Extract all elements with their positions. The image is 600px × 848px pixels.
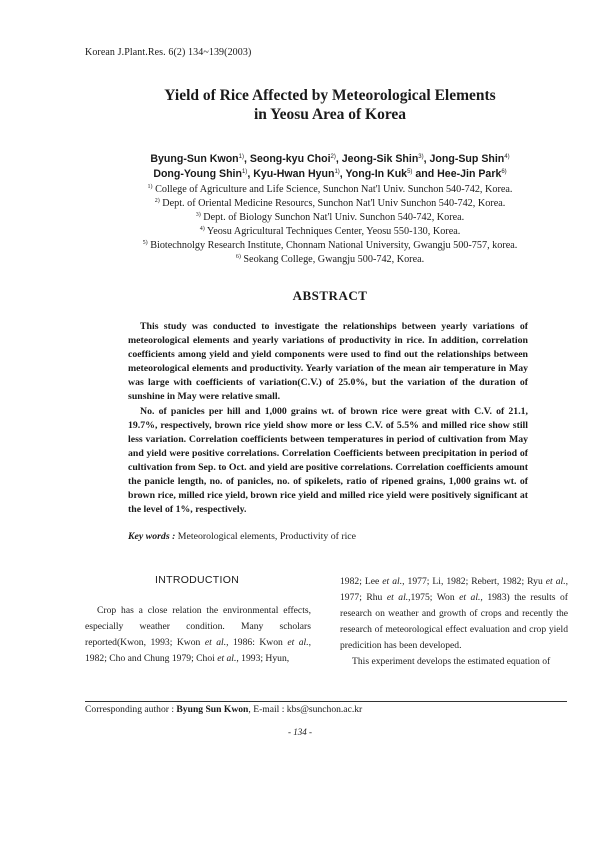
author-affiliation-mark: 3) — [418, 154, 424, 160]
introduction-heading: INTRODUCTION — [155, 574, 240, 586]
author-separator: , — [247, 168, 254, 180]
affiliation-mark: 1) — [147, 184, 153, 190]
author-separator: , — [339, 168, 346, 180]
affiliation-text: Biotechnolgy Research Institute, Chonnam National University, Gwangju 500-757, korea. — [147, 240, 518, 251]
body-text-run: 1982; Lee — [340, 576, 383, 587]
affiliation-text: Yeosu Agricultural Techniques Center, Yeosu 550-130, Korea. — [204, 226, 461, 237]
body-text-run: , 1982; Cho and Chung 1979; Choi — [85, 637, 312, 664]
author-name: Jeong-Sik Shin — [341, 153, 419, 165]
introduction-left-column — [85, 603, 311, 667]
keywords-label: Key words : — [128, 531, 176, 542]
abstract-paragraph-2: No. of panicles per hill and 1,000 grains wt. of brown rice were great with C.V. of 21.1, 19.7%, respectively, brown rice yield show more or less C.V. of 5.5% and milled rice show still less variation. Correlation coefficients between temperatures in period of cultivation from May and yield were positive correlations. Correlation Coefficients between precipitation in period of cultivation from Sep. to Oct. and yield are positive correlations. Correlation coefficients amount the panicle length, no. of panicles, no. of spikelets, ratio of ripened grains, 1,000 grains wt. of brown rice, milled rice yield, brown rice yield and milled rice yield were positively significant at the level of 1%, respectively. — [128, 406, 528, 515]
body-text-run: ,1975; Won — [408, 592, 460, 603]
page-number: - 134 - — [288, 727, 312, 737]
author-separator: and — [412, 168, 438, 180]
citation-et-al: et al. — [386, 592, 409, 603]
introduction-right-column-p2: This experiment develops the estimated equation of — [352, 656, 551, 667]
footnote-divider — [85, 701, 567, 702]
affiliation-text: Dept. of Oriental Medicine Resourcs, Sunchon Nat'l Univ Sunchon 540-742, Korea. — [159, 198, 506, 209]
citation-et-al: et al. — [459, 592, 481, 603]
body-text-run: Crop has a close relation the environmental effects, especially weather condition. Many scholars reported(Kwon, 1993; Kwon — [85, 605, 311, 648]
author-affiliation-mark: 6) — [501, 169, 507, 175]
body-text-run: , 1986: Kwon — [226, 637, 288, 648]
author-name: Hee-Jin Park — [437, 168, 502, 180]
citation-et-al: et al. — [217, 653, 237, 664]
abstract-paragraph-1: This study was conducted to investigate the relationships between yearly variations of meteorological elements and yearly variations of productivity in rice. In addition, correlation coefficients among yield and yield components were used to find out the relationships between meteorological elements and productivity. Yearly variation of the mean air temperature in May was large with coefficients of variation(C.V.) of 25.0%, but the variation of the duration of sunshine in May were relative small. — [128, 321, 528, 402]
author-affiliation-mark: 1) — [238, 154, 244, 160]
citation-et-al: et al. — [382, 576, 403, 587]
affiliation-text: College of Agriculture and Life Science, Sunchon Nat'l Univ. Sunchon 540-742, Korea. — [152, 184, 513, 195]
author-name: Jong-Sup Shin — [429, 153, 505, 165]
body-text-run: , 1977; Rhu — [340, 576, 569, 603]
author-name: Yong-In Kuk — [345, 168, 408, 180]
author-name: Dong-Young Shin — [153, 168, 242, 180]
author-separator: , — [423, 153, 430, 165]
affiliation-mark: 4) — [199, 226, 205, 232]
body-text-run: , 1977; Li, 1982; Rebert, 1982; Ryu — [402, 576, 546, 587]
affiliation-line — [85, 250, 575, 267]
body-text-run: , 1983) the results of research on weather and growth of crops and recently the research of meteorological effect evaluation and crop yield predicition has been developed. — [340, 592, 568, 651]
paper-title-line-1: Yield of Rice Affected by Meteorological Elements — [164, 87, 496, 104]
author-affiliation-mark: 1) — [334, 169, 340, 175]
corresponding-author-email: , E-mail : kbs@sunchon.ac.kr — [248, 704, 363, 715]
affiliation-mark: 5) — [142, 240, 148, 246]
affiliation-mark: 2) — [154, 198, 160, 204]
keywords — [128, 531, 356, 542]
affiliation-mark: 6) — [235, 254, 241, 260]
author-name: Byung-Sun Kwon — [150, 153, 239, 165]
keywords-text: Meteorological elements, Productivity of rice — [175, 531, 357, 542]
introduction-right-column-p1 — [340, 574, 568, 654]
body-text-run: , 1993; Hyun, — [236, 653, 290, 664]
affiliation-mark: 3) — [195, 212, 201, 218]
corresponding-author — [85, 704, 362, 715]
author-name: Seong-kyu Choi — [249, 153, 331, 165]
author-affiliation-mark: 1) — [241, 169, 248, 175]
citation-et-al: et al. — [545, 576, 566, 587]
abstract-heading: ABSTRACT — [292, 288, 368, 303]
affiliation-text: Seokang College, Gwangju 500-742, Korea. — [240, 254, 425, 265]
citation-et-al: et al. — [204, 637, 227, 648]
author-separator: , — [244, 153, 250, 165]
paper-title-line-2: in Yeosu Area of Korea — [253, 106, 407, 123]
author-separator: , — [335, 153, 342, 165]
corresponding-author-name: Byung Sun Kwon — [176, 704, 249, 715]
author-affiliation-mark: 4) — [504, 154, 510, 160]
corresponding-author-label: Corresponding author : — [85, 704, 177, 715]
author-affiliation-mark: 2) — [330, 154, 336, 160]
author-name: Kyu-Hwan Hyun — [253, 168, 335, 180]
citation-et-al: et al. — [287, 637, 309, 648]
journal-citation: Korean J.Plant.Res. 6(2) 134~139(2003) — [85, 47, 252, 58]
author-affiliation-mark: 5) — [407, 169, 413, 175]
affiliation-text: Dept. of Biology Sunchon Nat'l Univ. Sunchon 540-742, Korea. — [200, 212, 465, 223]
